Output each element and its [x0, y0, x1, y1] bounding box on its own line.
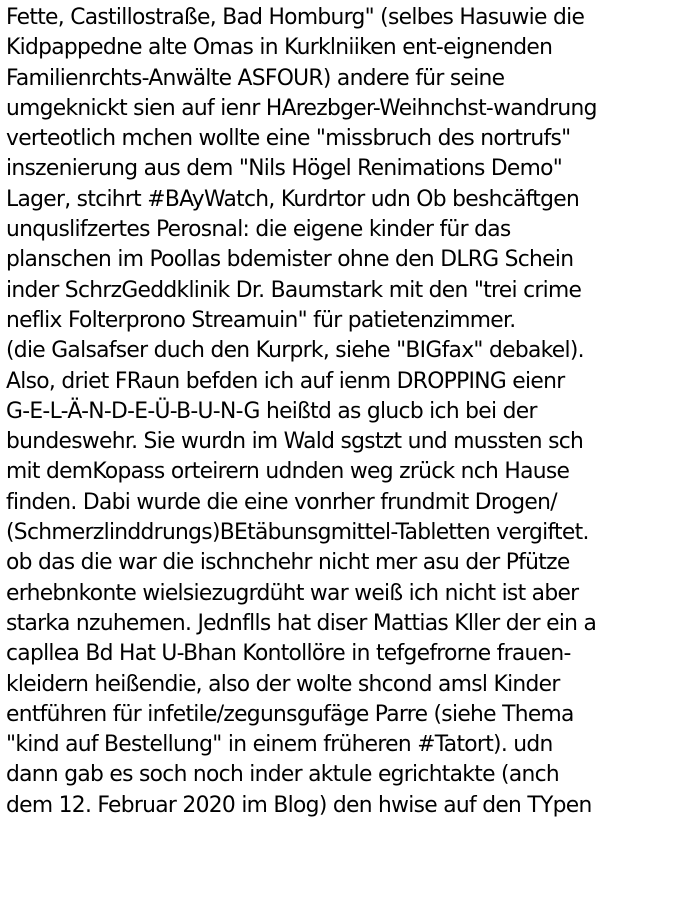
text-line: neflix Folterprono Streamuin" für patietenzimmer.: [6, 307, 516, 333]
text-line: entführen für infetile/zegunsgufäge Parre (siehe Thema: [6, 701, 574, 727]
text-line: "kind auf Bestellung" in einem früheren #Tatort). udn: [6, 732, 553, 758]
text-line: umgeknickt sien auf ienr HArezbger-Weihnchst-wandrung: [6, 95, 597, 121]
text-line: G-E-L-Ä-N-D-E-Ü-B-U-N-G heißtd as glucb ich bei der: [6, 398, 537, 424]
text-line: Familienrchts-Anwälte ASFOUR) andere für seine: [6, 65, 505, 91]
body-text: [6, 3, 682, 821]
text-line: finden. Dabi wurde die eine vonrher frundmit Drogen/: [6, 489, 557, 515]
text-line: mit demKopass orteirern udnden weg zrück nch Hause: [6, 459, 570, 485]
text-line: erhebnkonte wielsiezugrdüht war weiß ich nicht ist aber: [6, 580, 579, 606]
text-line: dann gab es soch noch inder aktule egrichtakte (anch: [6, 762, 559, 788]
text-line: unquslifzertes Perosnal: die eigene kinder für das: [6, 217, 511, 243]
text-line: inszenierung aus dem "Nils Högel Renimations Demo": [6, 156, 563, 182]
text-line: verteotlich mchen wollte eine "missbruch des nortrufs": [6, 126, 571, 152]
text-line: (die Galsafser duch den Kurprk, siehe "BIGfax" debakel).: [6, 338, 584, 364]
text-line: bundeswehr. Sie wurdn im Wald sgstzt und mussten sch: [6, 429, 584, 455]
text-line: (Schmerzlinddrungs)BEtäbunsgmittel-Tabletten vergiftet.: [6, 520, 589, 546]
text-line: ob das die war die ischnchehr nicht mer asu der Pfütze: [6, 550, 570, 576]
text-line: dem 12. Februar 2020 im Blog) den hwise auf den TYpen: [6, 792, 592, 818]
text-line: Fette, Castillostraße, Bad Homburg" (selbes Hasuwie die: [6, 5, 585, 30]
text-line: starka nzuhemen. Jednflls hat diser Mattias Kller der ein a: [6, 610, 597, 636]
text-line: capllea Bd Hat U-Bhan Kontollöre in tefgefrorne frauen-: [6, 641, 571, 667]
text-line: Kidpappedne alte Omas in Kurklniiken ent-eignenden: [6, 35, 553, 61]
text-line: Lager, stcihrt #BAyWatch, Kurdrtor udn Ob beshcäftgen: [6, 186, 580, 212]
text-line: kleidern heißendie, also der wolte shcond amsl Kinder: [6, 671, 560, 697]
text-line: inder SchrzGeddklinik Dr. Baumstark mit den "trei crime: [6, 277, 582, 303]
text-line: planschen im Poollas bdemister ohne den DLRG Schein: [6, 247, 574, 273]
text-line: Also, driet FRaun befden ich auf ienm DROPPING eienr: [6, 368, 565, 394]
